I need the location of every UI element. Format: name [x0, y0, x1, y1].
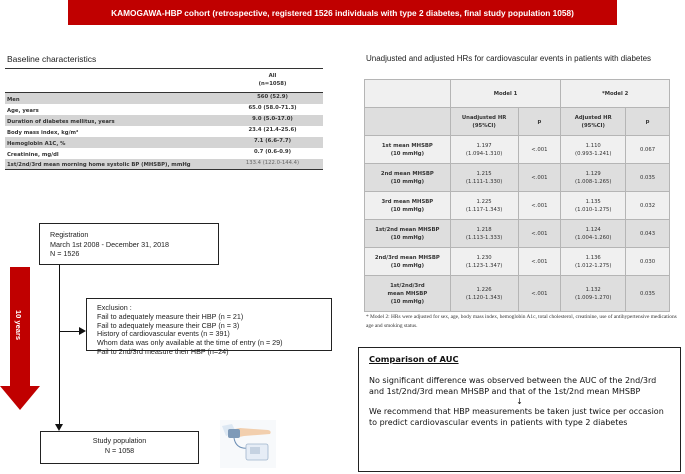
study-population-box: [40, 431, 199, 464]
timeline-label: 10 years: [14, 310, 23, 341]
baseline-row: [5, 93, 323, 104]
hr-row-label: 2nd/3rd mean MHSBP (10 mmHg): [365, 248, 451, 276]
hr-table-row: [365, 276, 670, 312]
auc-title: Comparison of AUC: [369, 354, 459, 364]
baseline-label: Hemoglobin A1C, %: [7, 141, 66, 147]
flow-connector-branch: [59, 331, 81, 332]
hr-table-row: [365, 136, 670, 164]
exclusion-title: Exclusion :: [97, 303, 132, 312]
baseline-value: 9.0 (5.0-17.0): [252, 116, 293, 122]
baseline-title: Baseline characteristics: [7, 54, 97, 64]
hr-table-row: [365, 164, 670, 192]
registration-title: Registration: [50, 230, 89, 239]
hr-row-label: 2nd mean MHSBP (10 mmHg): [365, 164, 451, 192]
auc-finding: No significant difference was observed between the AUC of the 2nd/3rd and 1st/2nd/3rd mean MHSBP and that of the 1st/2nd mean MHSBP: [369, 376, 657, 396]
hr-p2-value: 0.035: [626, 276, 670, 312]
hr-header-model2: *Model 2: [561, 80, 670, 108]
hr-header-empty: [365, 80, 451, 108]
hr-p2-value: 0.030: [626, 248, 670, 276]
hr-adjusted-value: 1.129 (1.008-1.265): [561, 164, 626, 192]
hr-header-p1: p: [518, 108, 561, 136]
flow-connector-vertical: [59, 265, 60, 427]
hr-table-title: Unadjusted and adjusted HRs for cardiovascular events in patients with diabetes: [366, 54, 652, 63]
hr-p2-value: 0.035: [626, 164, 670, 192]
baseline-row: [5, 159, 323, 170]
hr-header-model1: Model 1: [450, 80, 561, 108]
exclusion-item: Fail to adequately measure their CBP (n = 3): [97, 320, 240, 330]
baseline-table: [5, 68, 323, 170]
hr-header-columns: [365, 108, 670, 136]
timeline-arrow-head: [0, 386, 40, 410]
baseline-row: [5, 126, 323, 137]
hr-table-row: [365, 192, 670, 220]
hr-adjusted-value: 1.135 (1.010-1.275): [561, 192, 626, 220]
hr-p1-value: <.001: [518, 276, 561, 312]
blood-pressure-monitor-icon: [220, 420, 276, 468]
hr-p2-value: 0.032: [626, 192, 670, 220]
hr-unadjusted-value: 1.215 (1.111-1.330): [450, 164, 518, 192]
hr-header-p2: p: [626, 108, 670, 136]
exclusion-item: Fail to 2nd/3rd measure their HBP (n=24): [97, 346, 229, 356]
hr-unadjusted-value: 1.197 (1.094-1.310): [450, 136, 518, 164]
arrow-down-icon: [55, 424, 63, 431]
arrow-right-icon: [79, 327, 86, 335]
hr-adjusted-value: 1.124 (1.004-1.260): [561, 220, 626, 248]
baseline-value: 23.4 (21.4-25.6): [248, 127, 297, 133]
baseline-value: 65.0 (58.0-71.3): [248, 105, 297, 111]
baseline-col-header: All: [268, 73, 277, 79]
baseline-label: Duration of diabetes mellitus, years: [7, 119, 115, 125]
hr-row-label: 1st mean MHSBP (10 mmHg): [365, 136, 451, 164]
hr-table-row: [365, 220, 670, 248]
baseline-value: 560 (52.9): [257, 94, 288, 100]
baseline-value: 133.4 (122.0-144.4): [245, 160, 300, 166]
hr-p1-value: <.001: [518, 248, 561, 276]
hr-p1-value: <.001: [518, 220, 561, 248]
exclusion-item: History of cardiovascular events (n = 391): [97, 329, 230, 339]
down-arrow-icon: ↓: [516, 397, 523, 406]
baseline-row: [5, 137, 323, 148]
baseline-row: [5, 115, 323, 126]
hr-header-unadjusted: Unadjusted HR (95%CI): [450, 108, 518, 136]
baseline-row: [5, 104, 323, 115]
hr-row-label: 3rd mean MHSBP (10 mmHg): [365, 192, 451, 220]
study-title: Study population: [92, 436, 147, 445]
study-count: N = 1058: [104, 445, 135, 455]
baseline-label: Creatinine, mg/dl: [7, 152, 59, 158]
registration-period: March 1st 2008 - December 31, 2018: [50, 239, 170, 249]
baseline-label: Men: [7, 97, 20, 103]
hr-unadjusted-value: 1.230 (1.123-1.347): [450, 248, 518, 276]
hr-p1-value: <.001: [518, 164, 561, 192]
hr-unadjusted-value: 1.218 (1.113-1.333): [450, 220, 518, 248]
exclusion-item: Whom data was only available at the time of entry (n = 29): [97, 338, 283, 348]
hr-adjusted-value: 1.132 (1.009-1.270): [561, 276, 626, 312]
hr-adjusted-value: 1.110 (0.993-1.241): [561, 136, 626, 164]
hr-table-row: [365, 248, 670, 276]
baseline-label: 1st/2nd/3rd mean morning home systolic BP (MHSBP), mmHg: [7, 162, 191, 168]
baseline-value: 0.7 (0.6-0.9): [253, 149, 292, 155]
cohort-banner: KAMOGAWA-HBP cohort (retrospective, registered 1526 individuals with type 2 diabetes, final study population 1058): [68, 0, 617, 25]
registration-box: [39, 223, 219, 265]
auc-recommendation: We recommend that HBP measurements be taken just twice per occasion to predict cardiovascular events in patients with type 2 diabetes: [369, 407, 664, 427]
baseline-label: Body mass index, kg/m²: [7, 130, 79, 136]
baseline-value: 7.1 (6.6-7.7): [253, 138, 292, 144]
hr-p2-value: 0.067: [626, 136, 670, 164]
hr-unadjusted-value: 1.225 (1.117-1.343): [450, 192, 518, 220]
hr-table: [364, 79, 670, 312]
hr-p1-value: <.001: [518, 192, 561, 220]
auc-comparison-box: [358, 347, 681, 472]
hr-unadjusted-value: 1.226 (1.120-1.343): [450, 276, 518, 312]
hr-p2-value: 0.043: [626, 220, 670, 248]
hr-p1-value: <.001: [518, 136, 561, 164]
exclusion-item: Fail to adequately measure their HBP (n = 21): [97, 311, 244, 321]
baseline-header: [5, 69, 323, 93]
exclusion-box: [86, 298, 332, 356]
baseline-col-subheader: (n=1058): [258, 81, 287, 87]
hr-row-label: 1st/2nd mean MHSBP (10 mmHg): [365, 220, 451, 248]
hr-header-empty: [365, 108, 451, 136]
baseline-label: Age, years: [7, 108, 39, 114]
hr-header-adjusted: Adjusted HR (95%CI): [561, 108, 626, 136]
hr-adjusted-value: 1.136 (1.012-1.275): [561, 248, 626, 276]
registration-count: N = 1526: [50, 249, 80, 258]
baseline-row: [5, 148, 323, 159]
hr-header-models: [365, 80, 670, 108]
hr-row-label: 1st/2nd/3rd mean MHSBP (10 mmHg): [365, 276, 451, 312]
hr-footnote: * Model 2: HRs were adjusted for sex, age, body mass index, hemoglobin A1c, total cholesterol, creatinine, use of antihypertensive medications age and smoking status.: [366, 314, 677, 329]
